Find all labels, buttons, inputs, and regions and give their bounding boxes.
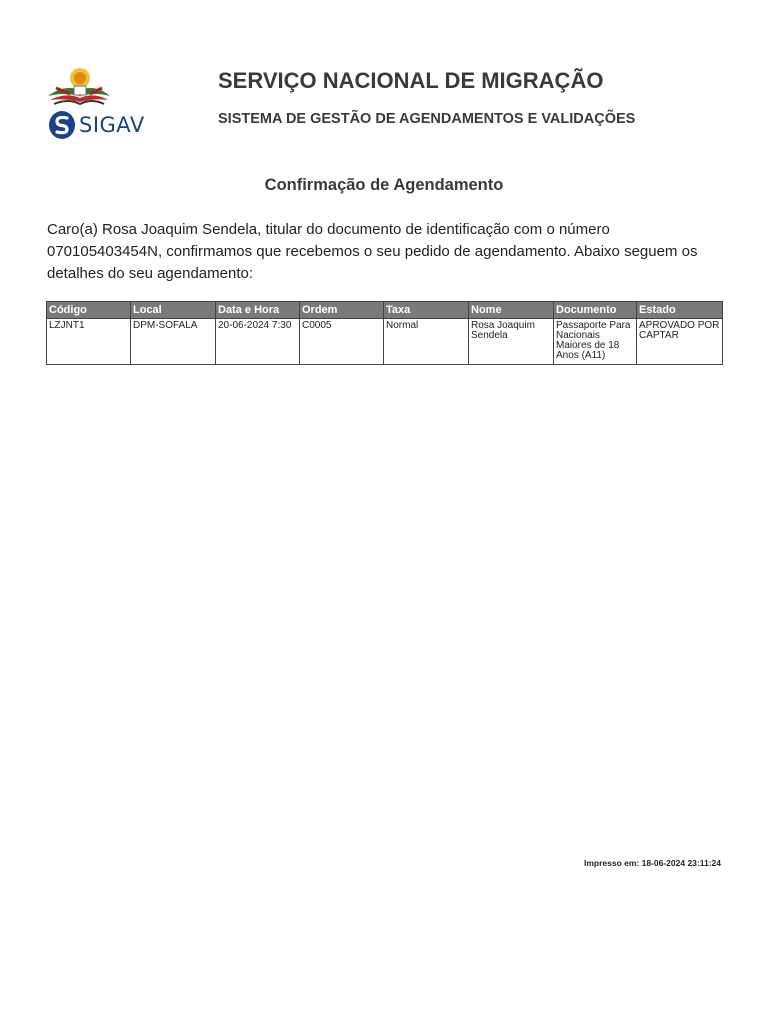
column-header: Data e Hora (216, 302, 300, 319)
cell-ordem: C0005 (300, 319, 384, 365)
org-title: SERVIÇO NACIONAL DE MIGRAÇÃO (218, 68, 604, 93)
org-subtitle: SISTEMA DE GESTÃO DE AGENDAMENTOS E VALIDAÇÕES (218, 111, 636, 127)
cell-taxa: Normal (384, 319, 469, 365)
column-header: Taxa (384, 302, 469, 319)
cell-data-hora: 20-06-2024 7:30 (216, 319, 300, 365)
cell-documento: Passaporte Para Nacionais Maiores de 18 Anos (A11) (554, 319, 637, 365)
sigav-brand-text: SIGAV (79, 113, 145, 137)
cell-estado: APROVADO POR CAPTAR (637, 319, 723, 365)
column-header: Local (131, 302, 216, 319)
intro-paragraph: Caro(a) Rosa Joaquim Sendela, titular do documento de identificação com o número 070105403454N, confirmamos que recebemos o seu pedido de agendamento. Abaixo seguem os detalhes do seu agendamento: (47, 221, 698, 282)
national-emblem-icon (44, 66, 114, 108)
printed-timestamp: Impresso em: 18-06-2024 23:11:24 (583, 858, 721, 868)
snm-logo (44, 66, 164, 146)
cell-codigo: LZJNT1 (47, 319, 131, 365)
sigav-s-icon (48, 110, 76, 140)
column-header: Código (47, 302, 131, 319)
cell-nome: Rosa Joaquim Sendela (469, 319, 554, 365)
document-title: Confirmação de Agendamento (264, 176, 504, 194)
table-row (47, 319, 723, 365)
table-header-row (47, 302, 723, 319)
sigav-brand (48, 110, 145, 140)
column-header: Ordem (300, 302, 384, 319)
column-header: Documento (554, 302, 637, 319)
cell-local: DPM-SOFALA (131, 319, 216, 365)
column-header: Estado (637, 302, 723, 319)
column-header: Nome (469, 302, 554, 319)
appointment-table (46, 301, 723, 365)
